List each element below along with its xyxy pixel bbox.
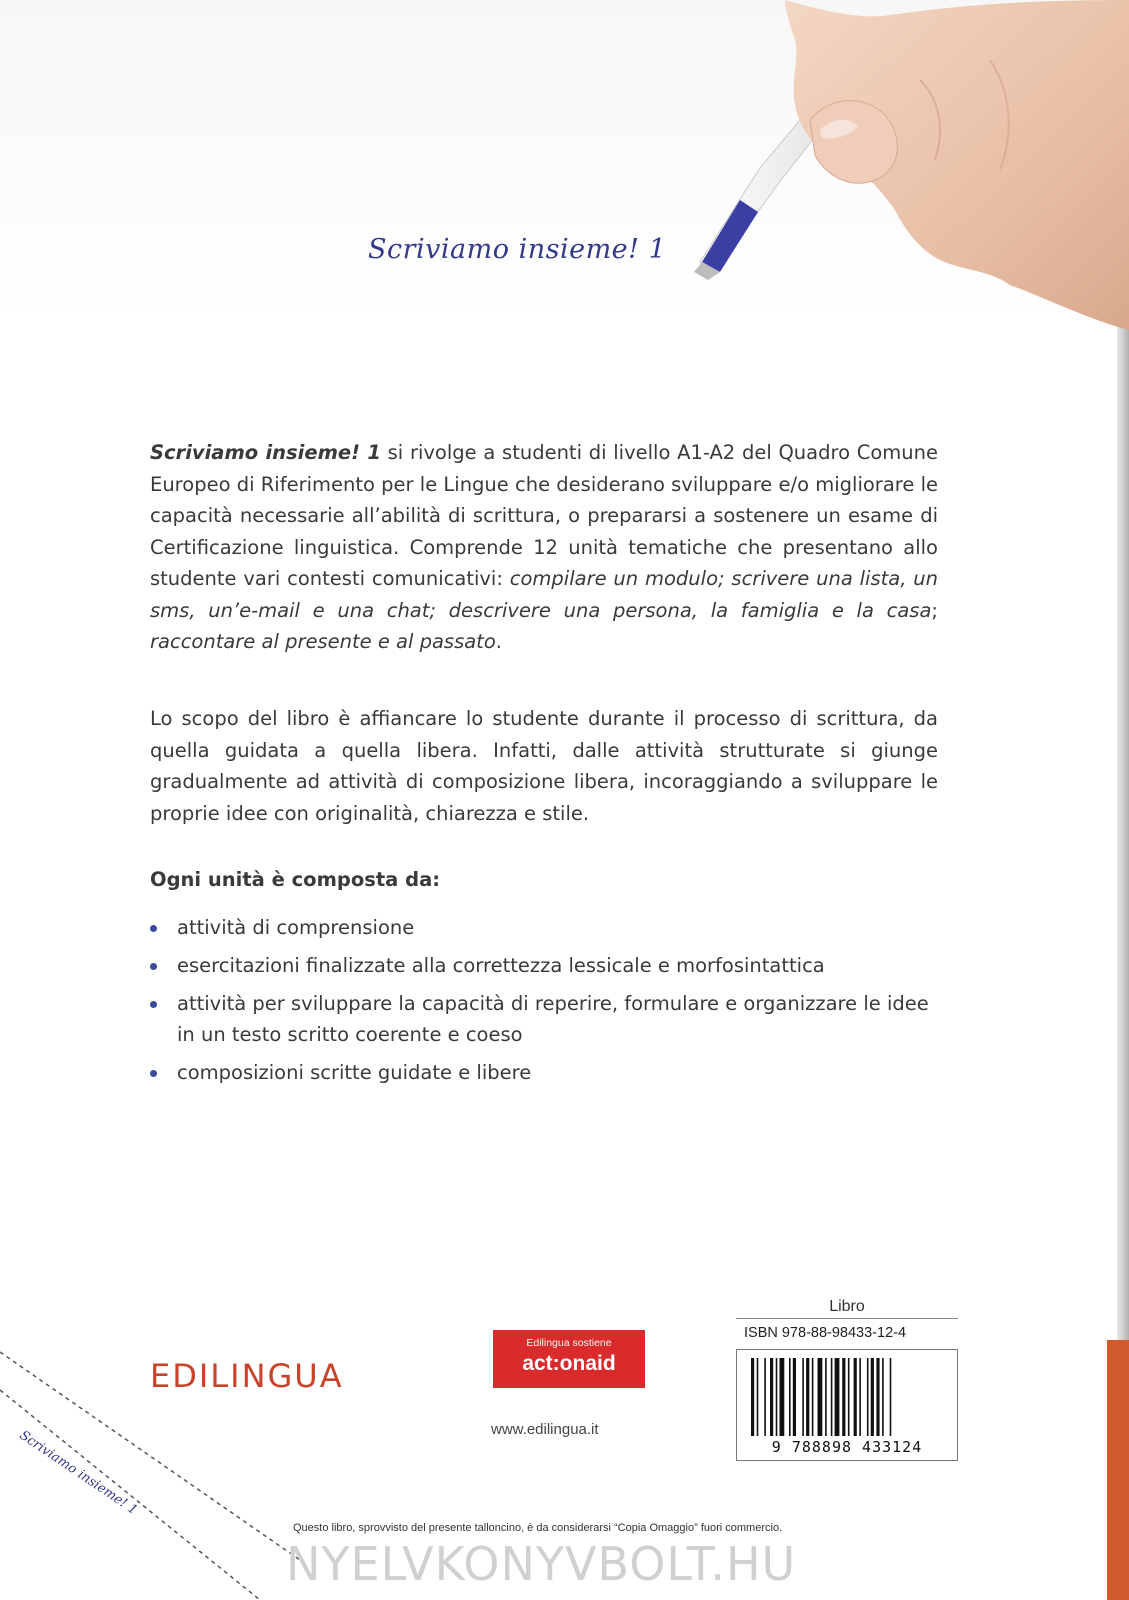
hand-with-pen-illustration — [690, 0, 1129, 330]
publisher-website[interactable]: www.edilingua.it — [491, 1421, 599, 1438]
intro-contexts-1: compilare un modulo; scrivere una lista, un sms, un’e-mail e una chat; descrivere una persona, la famiglia e la casa — [150, 567, 938, 622]
intro-book-title: Scriviamo insieme! 1 — [150, 441, 381, 464]
feature-list-item: esercitazioni finalizzate alla correttezza lessicale e morfosintattica — [150, 950, 950, 981]
barcode-bar — [764, 1358, 766, 1436]
barcode-bar — [842, 1358, 845, 1436]
barcode-bar — [890, 1358, 892, 1436]
barcode-label: Libro — [736, 1298, 958, 1319]
barcode-icon — [751, 1358, 943, 1436]
watermark: NYELVKONYVBOLT.HU — [286, 1537, 797, 1591]
barcode-bar — [757, 1358, 759, 1436]
units-feature-list — [150, 912, 950, 1095]
barcode-bar — [793, 1358, 796, 1436]
barcode-bar — [780, 1358, 785, 1436]
actionaid-logo — [493, 1330, 645, 1388]
intro-separator: ; — [931, 598, 938, 622]
scissor-cut-line — [0, 1350, 300, 1600]
barcode-digits: 9 788898 433124 — [771, 1438, 923, 1456]
intro-contexts-2: raccontare al presente e al passato — [150, 630, 496, 653]
barcode-bar — [871, 1358, 874, 1436]
isbn-number: ISBN 978-88-98433-12-4 — [744, 1325, 907, 1341]
barcode-section — [736, 1298, 958, 1461]
barcode-box — [736, 1349, 958, 1461]
barcode-bar — [825, 1358, 827, 1436]
barcode-bar — [848, 1358, 850, 1436]
barcode-bar — [802, 1358, 804, 1436]
barcode-bar — [831, 1358, 833, 1436]
cover-title-script: Scriviamo insieme! 1 — [368, 234, 667, 265]
feature-list-item: composizioni scritte guidate e libere — [150, 1057, 950, 1088]
barcode-bar — [770, 1358, 773, 1436]
intro-paragraph — [150, 437, 938, 658]
barcode-bar — [818, 1358, 823, 1436]
intro-end: . — [495, 630, 502, 653]
disclaimer-text: Questo libro, sprovvisto del presente talloncino, è da considerarsi “Copia Omaggio” fuori commercio. — [293, 1522, 783, 1534]
feature-list-item: attività per sviluppare la capacità di reperire, formulare e organizzare le idee in un testo scritto coerente e coeso — [150, 988, 950, 1050]
barcode-bar — [854, 1358, 857, 1436]
barcode-bar — [751, 1358, 754, 1436]
units-heading: Ogni unità è composta da: — [150, 868, 441, 891]
actionaid-brand: act:onaid — [522, 1352, 616, 1375]
barcode-bar — [789, 1358, 791, 1436]
barcode-bar — [882, 1358, 884, 1436]
purpose-paragraph: Lo scopo del libro è affiancare lo studente durante il processo di scrittura, da quella guidata a quella libera. Infatti, dalle attività strutturate si giunge gradualmente ad attività di composizione libera, incoraggiando a sviluppare le proprie idee con originalità, chiarezza e stile. — [150, 707, 938, 825]
barcode-bar — [835, 1358, 840, 1436]
barcode-bar — [876, 1358, 879, 1436]
feature-list-item: attività di comprensione — [150, 912, 950, 943]
barcode-bar — [776, 1358, 778, 1436]
spine-orange-band — [1107, 1340, 1129, 1600]
barcode-bar — [806, 1358, 809, 1436]
barcode-bar — [859, 1358, 861, 1436]
actionaid-tagline: Edilingua sostiene — [526, 1337, 612, 1349]
barcode-bar — [867, 1358, 869, 1436]
barcode-bar — [812, 1358, 814, 1436]
intro-text-part-1: si rivolge a studenti di livello A1-A2 del Quadro Comune Europeo di Riferimento per le Lingue che desiderano sviluppare e/o migliorare le capacità necessarie all’abilità di scrittura, o prepararsi a sostenere un esame di Certificazione linguistica. Comprende 12 unità tematiche che presentano allo studente vari contesti comunicativi: — [150, 441, 939, 590]
publisher-logo: EDILINGUA — [150, 1357, 344, 1395]
coupon-title: Scriviamo insieme! 1 — [16, 1428, 141, 1519]
